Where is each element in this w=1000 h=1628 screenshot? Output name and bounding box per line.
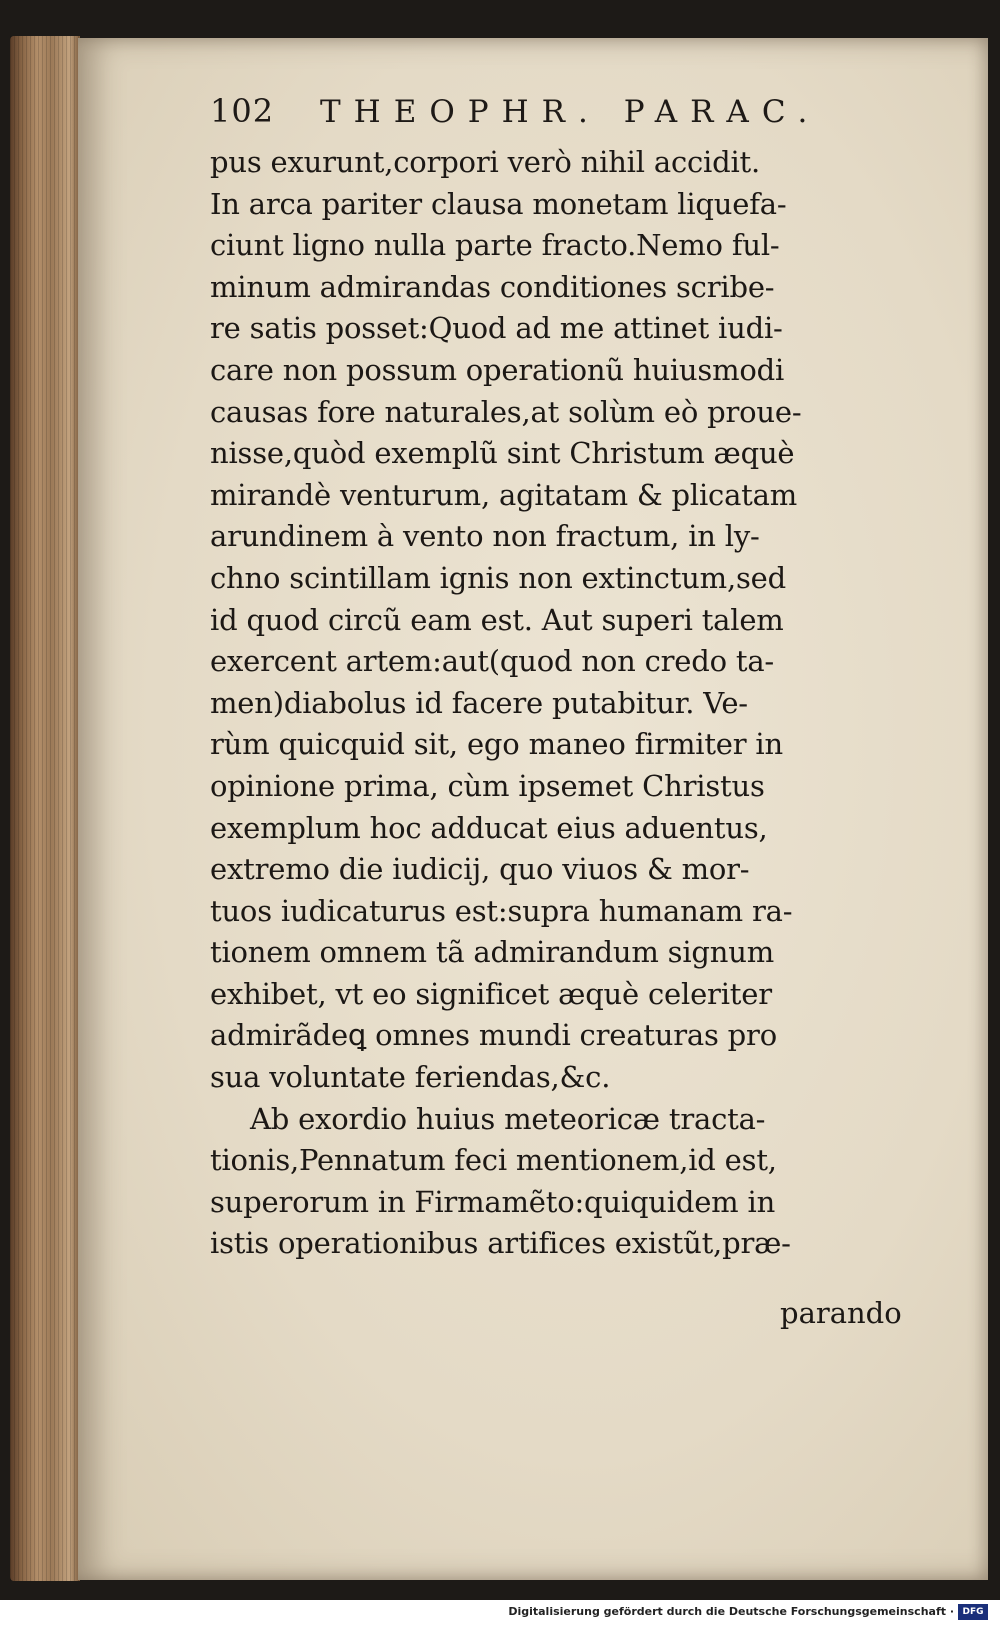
text-line: exemplum hoc adducat eius aduentus, bbox=[210, 810, 768, 845]
page-edge-lines bbox=[10, 36, 80, 1581]
text-line: extremo die iudicij, quo viuos & mor- bbox=[210, 852, 750, 887]
text-line: minum admirandas conditiones scribe- bbox=[210, 269, 775, 304]
text-line: exercent artem:aut(quod non credo ta- bbox=[210, 644, 775, 679]
text-line: rùm quicquid sit, ego maneo firmiter in bbox=[210, 727, 783, 762]
text-line: nisse,quòd exemplũ sint Christum æquè bbox=[210, 436, 795, 471]
text-line: arundinem à vento non fractum, in ly- bbox=[210, 519, 760, 554]
body-text bbox=[210, 142, 870, 1265]
page-header bbox=[210, 92, 910, 130]
text-line: superorum in Firmamẽto:quiquidem in bbox=[210, 1184, 776, 1219]
text-line: care non possum operationũ huiusmodi bbox=[210, 352, 785, 387]
page-number: 102 bbox=[210, 92, 275, 130]
text-line: ciunt ligno nulla parte fracto.Nemo ful- bbox=[210, 228, 780, 263]
text-line: pus exurunt,corpori verò nihil accidit. bbox=[210, 145, 761, 179]
text-line: Ab exordio huius meteoricæ tracta- bbox=[250, 1101, 766, 1136]
running-head: THEOPHR. PARAC. bbox=[320, 94, 821, 130]
text-line: opinione prima, cùm ipsemet Christus bbox=[210, 768, 765, 803]
text-line: admirãdeꝗ omnes mundi creaturas pro bbox=[210, 1018, 777, 1053]
catchword: parando bbox=[780, 1296, 902, 1330]
text-line: id quod circũ eam est. Aut superi talem bbox=[210, 602, 784, 637]
text-line: exhibet, vt eo significet æquè celeriter bbox=[210, 976, 772, 1011]
text-line: mirandè venturum, agitatam & plicatam bbox=[210, 477, 798, 512]
text-line: In arca pariter clausa monetam liquefa- bbox=[210, 186, 787, 221]
text-line: tionem omnem tã admirandum signum bbox=[210, 935, 775, 970]
text-line: men)diabolus id facere putabitur. Ve- bbox=[210, 685, 748, 720]
book-fore-edge bbox=[10, 36, 80, 1581]
text-line: chno scintillam ignis non extinctum,sed bbox=[210, 560, 786, 595]
text-line: causas fore naturales,at solùm eò proue- bbox=[210, 394, 802, 429]
text-line: istis operationibus artifices existũt,præ- bbox=[210, 1226, 791, 1261]
text-line: tuos iudicaturus est:supra humanam ra- bbox=[210, 893, 793, 928]
dfg-logo: DFG bbox=[958, 1604, 988, 1620]
text-line: re satis posset:Quod ad me attinet iudi- bbox=[210, 311, 783, 346]
text-line: sua voluntate feriendas,&c. bbox=[210, 1060, 611, 1095]
text-line: tionis,Pennatum feci mentionem,id est, bbox=[210, 1143, 777, 1178]
footer-credit: Digitalisierung gefördert durch die Deutsche Forschungsgemeinschaft · bbox=[508, 1605, 954, 1618]
